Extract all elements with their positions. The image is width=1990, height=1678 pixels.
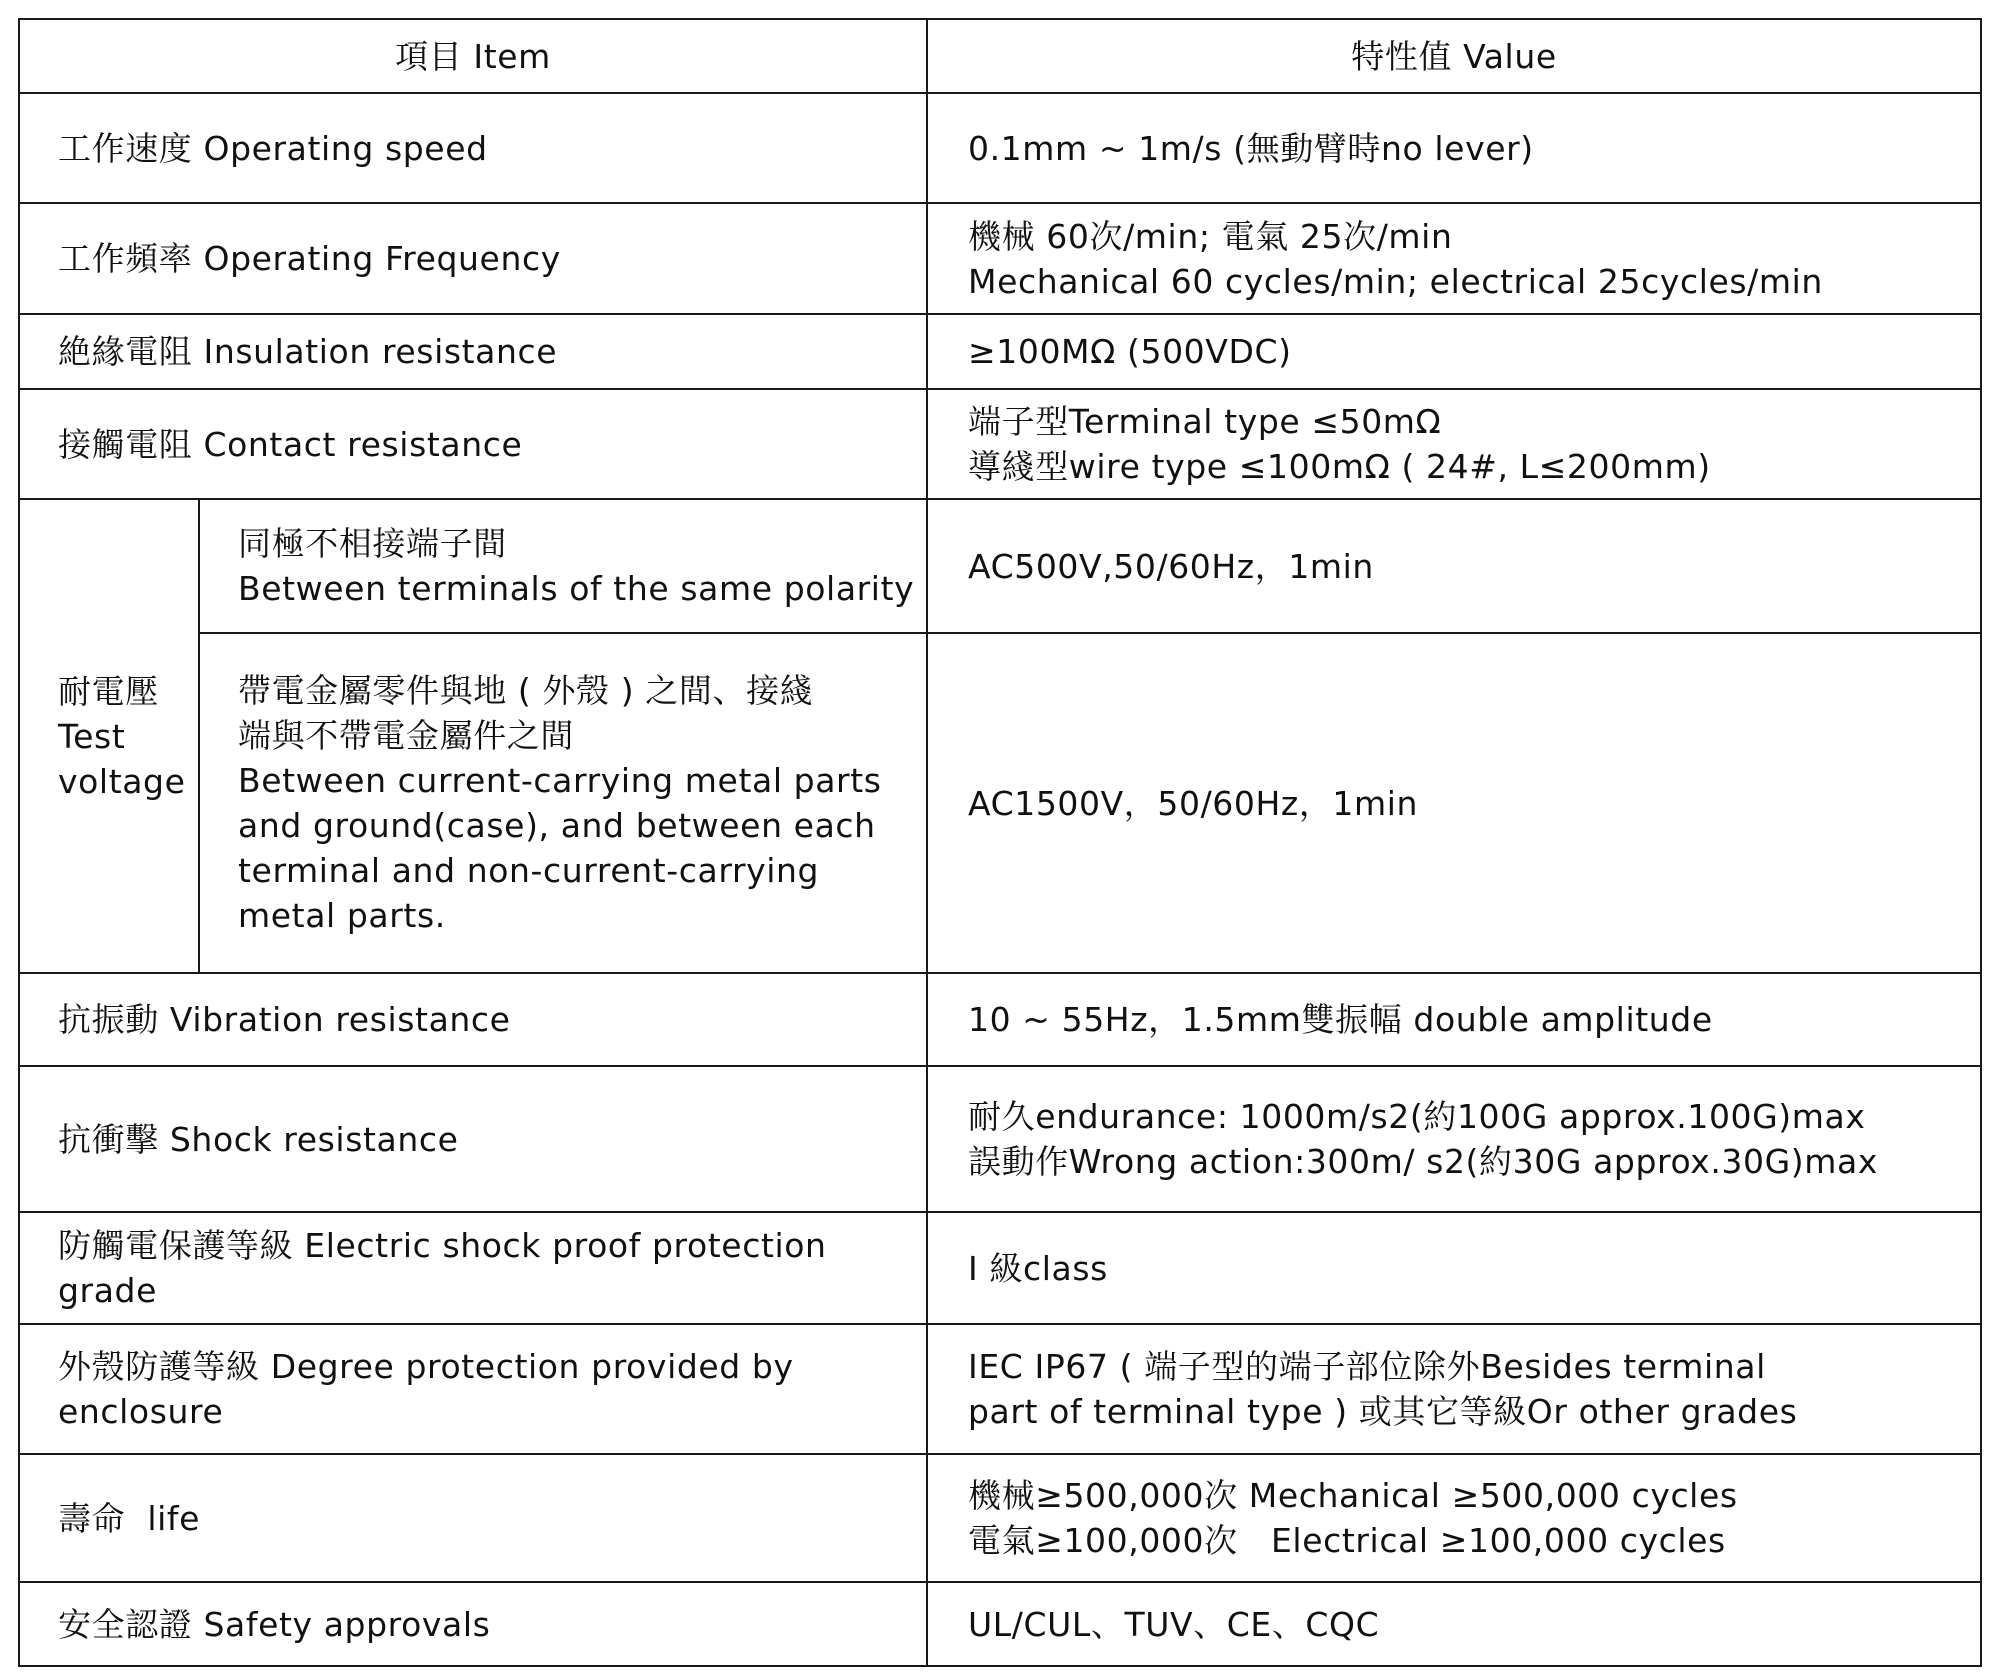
header-item: 項目 Item <box>19 19 927 93</box>
value-line: 0.1mm ~ 1m/s (無動臂時no lever) <box>968 128 1534 168</box>
value-line: UL/CUL、TUV、CE、CQC <box>968 1604 1380 1644</box>
item-current-carrying-ground <box>199 633 927 973</box>
table-row-contact-resistance <box>19 389 1981 499</box>
value-line: 誤動作Wrong action:300m/ s2(約30G approx.30G)max <box>968 1142 1878 1181</box>
item-insulation-resistance: 絶緣電阻 Insulation resistance <box>19 314 927 389</box>
value-insulation-resistance <box>927 314 1981 389</box>
table-row-operating-speed <box>19 93 1981 203</box>
value-line: 端子型Terminal type ≤50mΩ <box>968 402 1442 441</box>
value-life <box>927 1454 1981 1582</box>
table-row-test-voltage-ground <box>19 633 1981 973</box>
item-shock-protection-grade <box>19 1212 927 1324</box>
item-line: and ground(case), and between each <box>238 806 876 845</box>
value-line: 機械≥500,000次 Mechanical ≥500,000 cycles <box>968 1476 1738 1515</box>
test-voltage-label-line: Test <box>58 716 126 756</box>
test-voltage-label-line: 耐電壓 <box>58 671 159 711</box>
value-line: 電氣≥100,000次 Electrical ≥100,000 cycles <box>968 1521 1726 1560</box>
item-same-polarity <box>199 499 927 633</box>
value-line: part of terminal type ) 或其它等級Or other grades <box>968 1392 1798 1431</box>
value-same-polarity: AC500V,50/60Hz，1min <box>927 499 1981 633</box>
table-header-row <box>19 19 1981 93</box>
value-safety-approvals <box>927 1582 1981 1666</box>
table-row-enclosure-protection <box>19 1324 1981 1454</box>
item-text: 防觸電保護等級 Electric shock proof protection grade <box>58 1226 827 1310</box>
value-line: 導綫型wire type ≤100mΩ ( 24#, L≤200mm) <box>968 447 1711 486</box>
table-row-test-voltage-same-polarity <box>19 499 1981 633</box>
value-enclosure-protection <box>927 1324 1981 1454</box>
item-life: 壽命 life <box>19 1454 927 1582</box>
item-text: 外殼防護等級 Degree protection provided by enclosure <box>58 1347 794 1431</box>
table-row-operating-frequency <box>19 203 1981 314</box>
item-contact-resistance: 接觸電阻 Contact resistance <box>19 389 927 499</box>
table-row-safety-approvals <box>19 1582 1981 1666</box>
value-line: 10 ~ 55Hz，1.5mm雙振幅 double amplitude <box>968 1000 1713 1039</box>
item-line: terminal and non-current-carrying <box>238 851 820 890</box>
item-operating-frequency: 工作頻率 Operating Frequency <box>19 203 927 314</box>
value-current-carrying-ground: AC1500V，50/60Hz，1min <box>927 633 1981 973</box>
item-vibration-resistance: 抗振動 Vibration resistance <box>19 973 927 1066</box>
value-shock-resistance <box>927 1066 1981 1212</box>
value-shock-protection-grade <box>927 1212 1981 1324</box>
value-line: IEC IP67 ( 端子型的端子部位除外Besides terminal <box>968 1347 1766 1386</box>
item-line: 同極不相接端子間 <box>238 524 507 563</box>
item-line: 帶電金屬零件與地 ( 外殼 ) 之間、接綫 <box>238 671 814 710</box>
item-safety-approvals: 安全認證 Safety approvals <box>19 1582 927 1666</box>
value-contact-resistance <box>927 389 1981 499</box>
specification-table <box>18 18 1982 1667</box>
table-row-life <box>19 1454 1981 1582</box>
test-voltage-label-line: voltage <box>58 761 186 801</box>
item-line: 端與不帶電金屬件之間 <box>238 716 574 755</box>
table-row-vibration-resistance <box>19 973 1981 1066</box>
item-line: metal parts. <box>238 896 446 935</box>
item-line: Between current-carrying metal parts <box>238 761 882 800</box>
value-operating-frequency <box>927 203 1981 314</box>
value-line: ≥100MΩ (500VDC) <box>968 332 1292 371</box>
item-enclosure-protection <box>19 1324 927 1454</box>
test-voltage-label <box>19 499 199 973</box>
table-row-insulation-resistance <box>19 314 1981 389</box>
value-line: Ⅰ 級class <box>968 1248 1108 1288</box>
item-shock-resistance: 抗衝擊 Shock resistance <box>19 1066 927 1212</box>
value-line: 耐久endurance: 1000m/s2(約100G approx.100G)max <box>968 1097 1866 1136</box>
value-operating-speed <box>927 93 1981 203</box>
value-line: 機械 60次/min; 電氣 25次/min <box>968 216 1453 256</box>
value-line: Mechanical 60 cycles/min; electrical 25cycles/min <box>968 261 1823 301</box>
header-value: 特性值 Value <box>927 19 1981 93</box>
item-line: Between terminals of the same polarity <box>238 569 915 608</box>
item-operating-speed: 工作速度 Operating speed <box>19 93 927 203</box>
table-row-shock-resistance <box>19 1066 1981 1212</box>
value-vibration-resistance <box>927 973 1981 1066</box>
table-row-shock-protection-grade <box>19 1212 1981 1324</box>
